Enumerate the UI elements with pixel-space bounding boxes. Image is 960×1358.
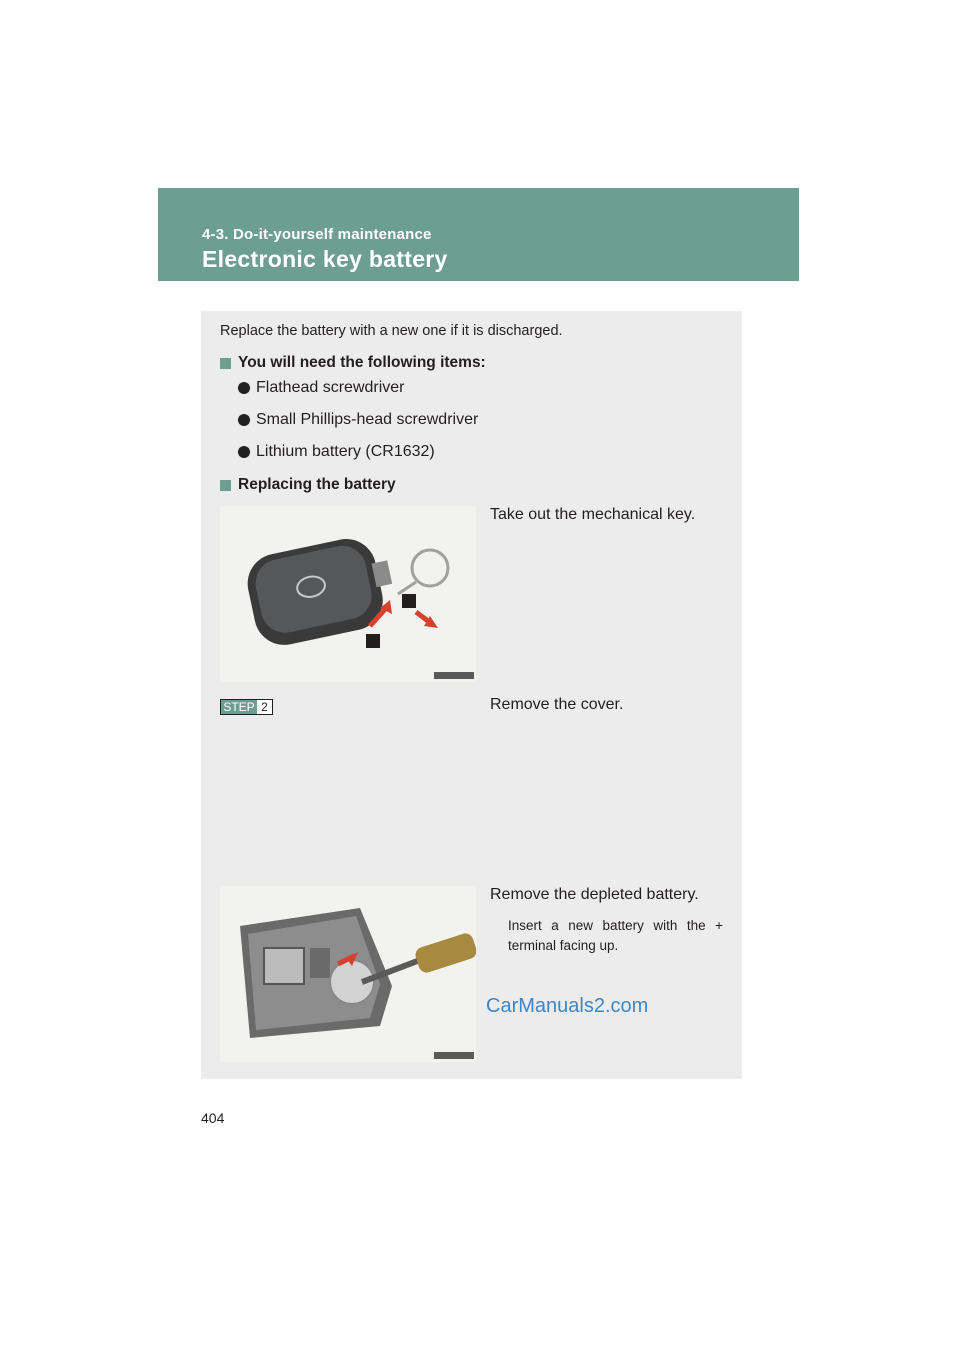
step-word: STEP	[221, 700, 257, 714]
key-illustration	[220, 506, 476, 682]
step-3-note: Insert a new battery with the + terminal facing up.	[508, 918, 723, 953]
list-item	[238, 411, 478, 429]
intro-text: Replace the battery with a new one if it is discharged.	[220, 323, 563, 339]
battery-illustration	[220, 886, 476, 1062]
bullet-icon	[238, 414, 250, 426]
square-bullet-icon	[220, 358, 231, 369]
step-1-text: Take out the mechanical key.	[490, 506, 696, 523]
step-number: 2	[261, 700, 268, 714]
square-bullet-icon	[220, 480, 231, 491]
list-item	[238, 379, 405, 397]
section-label: 4-3. Do-it-yourself maintenance	[202, 226, 432, 243]
replace-heading	[220, 476, 396, 494]
content-panel	[201, 311, 742, 1079]
replace-heading-label: Replacing the battery	[238, 476, 396, 493]
section-header	[158, 188, 799, 281]
items-heading	[220, 354, 486, 372]
step-2-text: Remove the cover.	[490, 696, 624, 713]
list-item-label: Flathead screwdriver	[256, 379, 405, 396]
page-title: Electronic key battery	[202, 246, 448, 272]
items-heading-label: You will need the following items:	[238, 354, 486, 371]
step-3-text: Remove the depleted battery.	[490, 886, 699, 903]
list-item-label: Lithium battery (CR1632)	[256, 443, 435, 460]
watermark: CarManuals2.com	[486, 995, 649, 1017]
list-item-label: Small Phillips-head screwdriver	[256, 411, 479, 428]
bullet-icon	[238, 446, 250, 458]
page-number: 404	[201, 1110, 225, 1126]
list-item	[238, 443, 435, 461]
step-2-tag	[220, 699, 273, 715]
bullet-icon	[238, 382, 250, 394]
